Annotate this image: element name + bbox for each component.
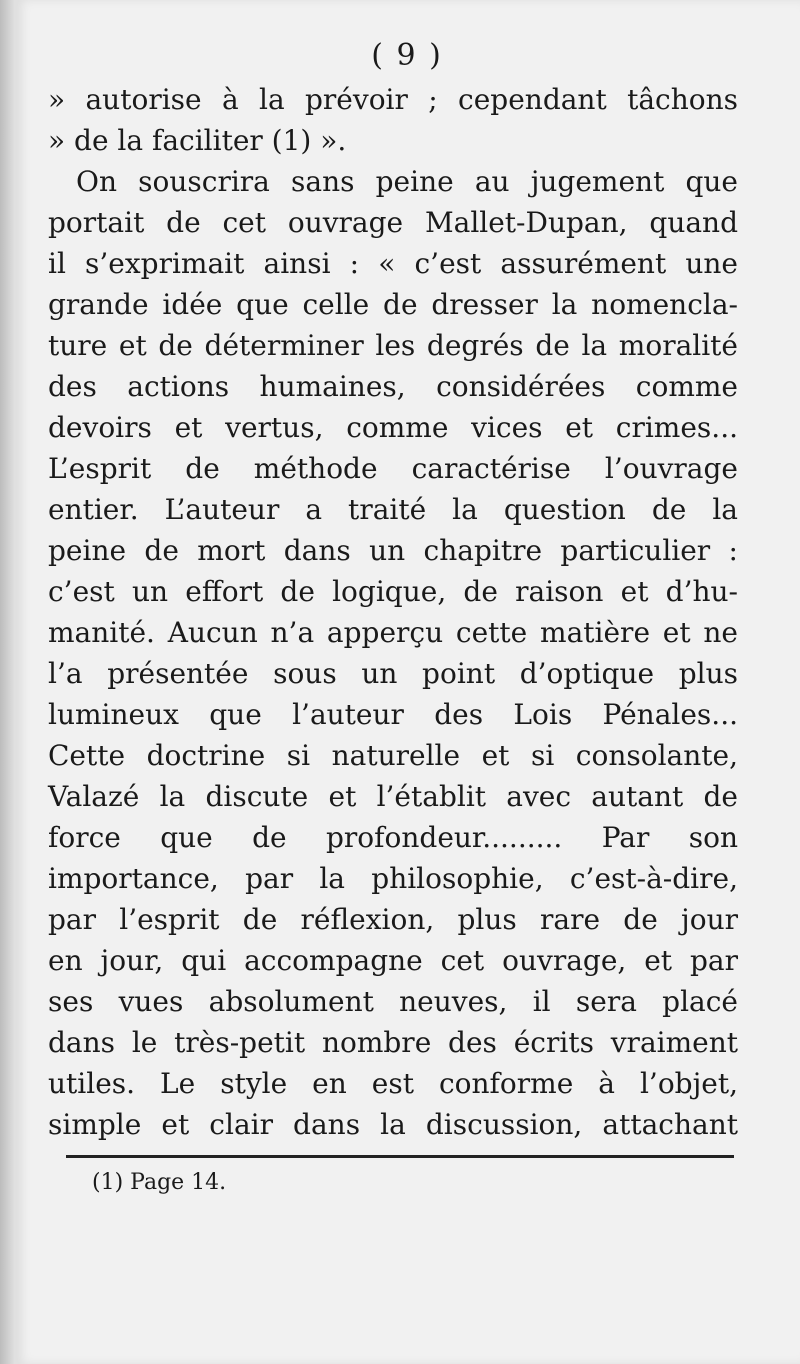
text-line: Valazé la discute et l’établit avec autant de: [48, 780, 738, 813]
text-line: devoirs et vertus, comme vices et crimes...: [48, 411, 738, 444]
text-line: importance, par la philosophie, c’est-à-dire,: [48, 862, 738, 895]
book-page: [14, 0, 800, 1364]
text-line: force que de profondeur......... Par son: [48, 821, 738, 854]
text-line: dans le très-petit nombre des écrits vraiment: [48, 1026, 738, 1059]
footnote-rule: [66, 1155, 734, 1158]
text-line: grande idée que celle de dresser la nomencla-: [48, 288, 738, 321]
text-line: peine de mort dans un chapitre particulier :: [48, 534, 738, 567]
text-line: par l’esprit de réflexion, plus rare de jour: [48, 903, 738, 936]
text-line: lumineux que l’auteur des Lois Pénales...: [48, 698, 738, 731]
text-line: c’est un effort de logique, de raison et d’hu-: [48, 575, 738, 608]
text-line: » de la faciliter (1) ».: [48, 124, 347, 157]
text-line: des actions humaines, considérées comme: [48, 370, 738, 403]
text-line: portait de cet ouvrage Mallet-Dupan, quand: [48, 206, 738, 239]
text-line: simple et clair dans la discussion, attachant: [48, 1108, 738, 1141]
text-line: manité. Aucun n’a apperçu cette matière et ne: [48, 616, 738, 649]
text-line: en jour, qui accompagne cet ouvrage, et par: [48, 944, 738, 977]
text-line: ses vues absolument neuves, il sera placé: [48, 985, 738, 1018]
text-line: » autorise à la prévoir ; cependant tâchons: [48, 83, 738, 116]
footnote: (1) Page 14.: [92, 1170, 227, 1195]
text-line: L’esprit de méthode caractérise l’ouvrage: [48, 452, 738, 485]
page-gutter: [0, 0, 14, 1364]
page-number: ( 9 ): [371, 38, 443, 73]
text-line: On souscrira sans peine au jugement que: [76, 165, 738, 198]
text-line: ture et de déterminer les degrés de la moralité: [48, 329, 738, 362]
text-line: utiles. Le style en est conforme à l’objet,: [48, 1067, 738, 1100]
text-line: il s’exprimait ainsi : « c’est assurément une: [48, 247, 738, 280]
text-line: Cette doctrine si naturelle et si consolante,: [48, 739, 738, 772]
text-line: entier. L’auteur a traité la question de la: [48, 493, 738, 526]
text-line: l’a présentée sous un point d’optique plus: [48, 657, 738, 690]
